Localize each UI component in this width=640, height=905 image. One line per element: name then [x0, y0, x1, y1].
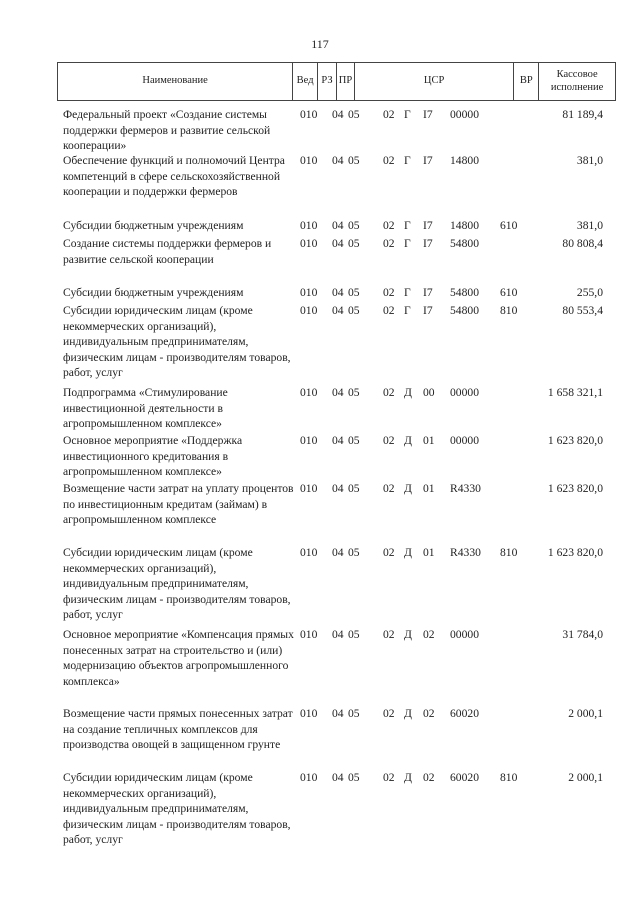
row-ved: 010	[300, 386, 318, 399]
row-rz: 04	[332, 482, 344, 495]
row-rz: 04	[332, 546, 344, 559]
row-csr-event: 01	[423, 546, 435, 559]
row-csr-subprogram: Г	[404, 304, 411, 317]
row-csr-subprogram: Д	[404, 707, 412, 720]
row-amount: 1 658 321,1	[547, 386, 603, 399]
row-name: Субсидии юридическим лицам (кроме некоммерческих организаций), индивидуальным предпринимателям, физическим лицам - производителям товаров, работ, услуг	[63, 771, 291, 846]
row-csr-subprogram: Д	[404, 628, 412, 641]
row-amount: 31 784,0	[562, 628, 603, 641]
row-ved: 010	[300, 286, 318, 299]
row-ved: 010	[300, 434, 318, 447]
row-pr: 05	[348, 628, 360, 641]
row-csr-program: 02	[383, 386, 395, 399]
row-vr: 610	[500, 286, 518, 299]
row-csr-program: 02	[383, 304, 395, 317]
row-csr-subprogram: Г	[404, 237, 411, 250]
row-csr-program: 02	[383, 434, 395, 447]
row-amount: 1 623 820,0	[547, 482, 603, 495]
row-csr-event: I7	[423, 108, 433, 121]
header-name: Наименование	[58, 63, 293, 100]
row-csr-program: 02	[383, 219, 395, 232]
row-csr-program: 02	[383, 546, 395, 559]
row-csr-program: 02	[383, 108, 395, 121]
row-csr-subprogram: Г	[404, 108, 411, 121]
row-ved: 010	[300, 707, 318, 720]
row-vr: 810	[500, 546, 518, 559]
row-amount: 81 189,4	[562, 108, 603, 121]
row-name: Субсидии бюджетным учреждениям	[63, 219, 244, 232]
row-csr-direction: 00000	[450, 108, 479, 121]
row-rz: 04	[332, 386, 344, 399]
row-csr-direction: 00000	[450, 434, 479, 447]
row-csr-program: 02	[383, 154, 395, 167]
header-amount: Кассовое исполнение	[550, 69, 604, 93]
row-rz: 04	[332, 286, 344, 299]
row-pr: 05	[348, 219, 360, 232]
row-csr-event: 00	[423, 386, 435, 399]
row-pr: 05	[348, 771, 360, 784]
row-csr-direction: 00000	[450, 386, 479, 399]
row-rz: 04	[332, 237, 344, 250]
row-name: Субсидии юридическим лицам (кроме некоммерческих организаций), индивидуальным предпринимателям, физическим лицам - производителям товаров, работ, услуг	[63, 546, 291, 621]
row-csr-program: 02	[383, 771, 395, 784]
row-amount: 1 623 820,0	[547, 546, 603, 559]
row-vr: 610	[500, 219, 518, 232]
row-csr-event: I7	[423, 304, 433, 317]
row-pr: 05	[348, 286, 360, 299]
row-csr-direction: R4330	[450, 546, 481, 559]
row-amount: 1 623 820,0	[547, 434, 603, 447]
header-csr: ЦСР	[355, 63, 514, 100]
header-vr: ВР	[514, 63, 539, 100]
row-amount: 255,0	[576, 286, 603, 299]
row-ved: 010	[300, 154, 318, 167]
row-csr-program: 02	[383, 237, 395, 250]
row-ved: 010	[300, 219, 318, 232]
row-amount: 381,0	[576, 154, 603, 167]
row-csr-subprogram: Д	[404, 482, 412, 495]
row-csr-direction: 14800	[450, 219, 479, 232]
header-pr: ПР	[337, 63, 355, 100]
row-name: Обеспечение функций и полномочий Центра компетенций в сфере сельскохозяйственной кооперации и поддержки фермеров	[63, 154, 285, 198]
row-csr-subprogram: Д	[404, 546, 412, 559]
row-csr-subprogram: Д	[404, 386, 412, 399]
header-ved: Вед	[293, 63, 318, 100]
row-name: Подпрограмма «Стимулирование инвестиционной деятельности в агропромышленном комплексе»	[63, 386, 228, 430]
row-csr-event: 02	[423, 771, 435, 784]
row-csr-subprogram: Г	[404, 286, 411, 299]
row-csr-program: 02	[383, 628, 395, 641]
row-vr: 810	[500, 304, 518, 317]
row-rz: 04	[332, 628, 344, 641]
row-csr-event: 02	[423, 628, 435, 641]
row-csr-direction: 14800	[450, 154, 479, 167]
row-name: Возмещение части затрат на уплату процентов по инвестиционным кредитам (займам) в агропромышленном комплексе	[63, 482, 294, 526]
row-name: Основное мероприятие «Поддержка инвестиционного кредитования в агропромышленном комплексе»	[63, 434, 243, 478]
row-amount: 2 000,1	[568, 707, 603, 720]
row-vr: 810	[500, 771, 518, 784]
row-csr-event: I7	[423, 286, 433, 299]
row-rz: 04	[332, 707, 344, 720]
row-ved: 010	[300, 771, 318, 784]
row-name: Создание системы поддержки фермеров и развитие сельской кооперации	[63, 237, 272, 266]
row-name: Федеральный проект «Создание системы поддержки фермеров и развитие сельской кооперации»	[63, 108, 271, 152]
row-amount: 80 553,4	[562, 304, 603, 317]
row-csr-program: 02	[383, 482, 395, 495]
row-csr-direction: 54800	[450, 237, 479, 250]
row-rz: 04	[332, 771, 344, 784]
row-pr: 05	[348, 304, 360, 317]
row-csr-subprogram: Г	[404, 154, 411, 167]
row-csr-subprogram: Д	[404, 434, 412, 447]
row-ved: 010	[300, 546, 318, 559]
row-pr: 05	[348, 482, 360, 495]
row-rz: 04	[332, 434, 344, 447]
row-pr: 05	[348, 434, 360, 447]
row-csr-event: I7	[423, 237, 433, 250]
row-ved: 010	[300, 628, 318, 641]
row-pr: 05	[348, 386, 360, 399]
row-rz: 04	[332, 154, 344, 167]
row-csr-direction: 60020	[450, 771, 479, 784]
row-csr-direction: 00000	[450, 628, 479, 641]
row-csr-subprogram: Д	[404, 771, 412, 784]
row-csr-event: 02	[423, 707, 435, 720]
row-csr-direction: 54800	[450, 304, 479, 317]
row-pr: 05	[348, 108, 360, 121]
row-csr-direction: 54800	[450, 286, 479, 299]
row-name: Возмещение части прямых понесенных затрат на создание тепличных комплексов для производства овощей в защищенном грунте	[63, 707, 293, 751]
row-ved: 010	[300, 237, 318, 250]
row-csr-event: I7	[423, 154, 433, 167]
row-rz: 04	[332, 108, 344, 121]
row-rz: 04	[332, 219, 344, 232]
row-csr-event: 01	[423, 434, 435, 447]
row-amount: 381,0	[576, 219, 603, 232]
row-ved: 010	[300, 482, 318, 495]
row-ved: 010	[300, 108, 318, 121]
row-pr: 05	[348, 154, 360, 167]
page-number: 117	[311, 37, 329, 51]
row-csr-direction: 60020	[450, 707, 479, 720]
row-name: Субсидии юридическим лицам (кроме некоммерческих организаций), индивидуальным предпринимателям, физическим лицам - производителям товаров, работ, услуг	[63, 304, 291, 379]
row-amount: 2 000,1	[568, 771, 603, 784]
row-amount: 80 808,4	[562, 237, 603, 250]
row-pr: 05	[348, 546, 360, 559]
row-rz: 04	[332, 304, 344, 317]
row-csr-program: 02	[383, 286, 395, 299]
row-name: Субсидии бюджетным учреждениям	[63, 286, 244, 299]
row-csr-event: 01	[423, 482, 435, 495]
header-rz: РЗ	[318, 63, 337, 100]
row-name: Основное мероприятие «Компенсация прямых понесенных затрат на строительство и (или) модернизацию объектов агропромышленного комплекса»	[63, 628, 294, 688]
table-header	[57, 62, 616, 101]
row-csr-subprogram: Г	[404, 219, 411, 232]
row-pr: 05	[348, 237, 360, 250]
row-ved: 010	[300, 304, 318, 317]
row-csr-event: I7	[423, 219, 433, 232]
row-csr-program: 02	[383, 707, 395, 720]
row-pr: 05	[348, 707, 360, 720]
row-csr-direction: R4330	[450, 482, 481, 495]
